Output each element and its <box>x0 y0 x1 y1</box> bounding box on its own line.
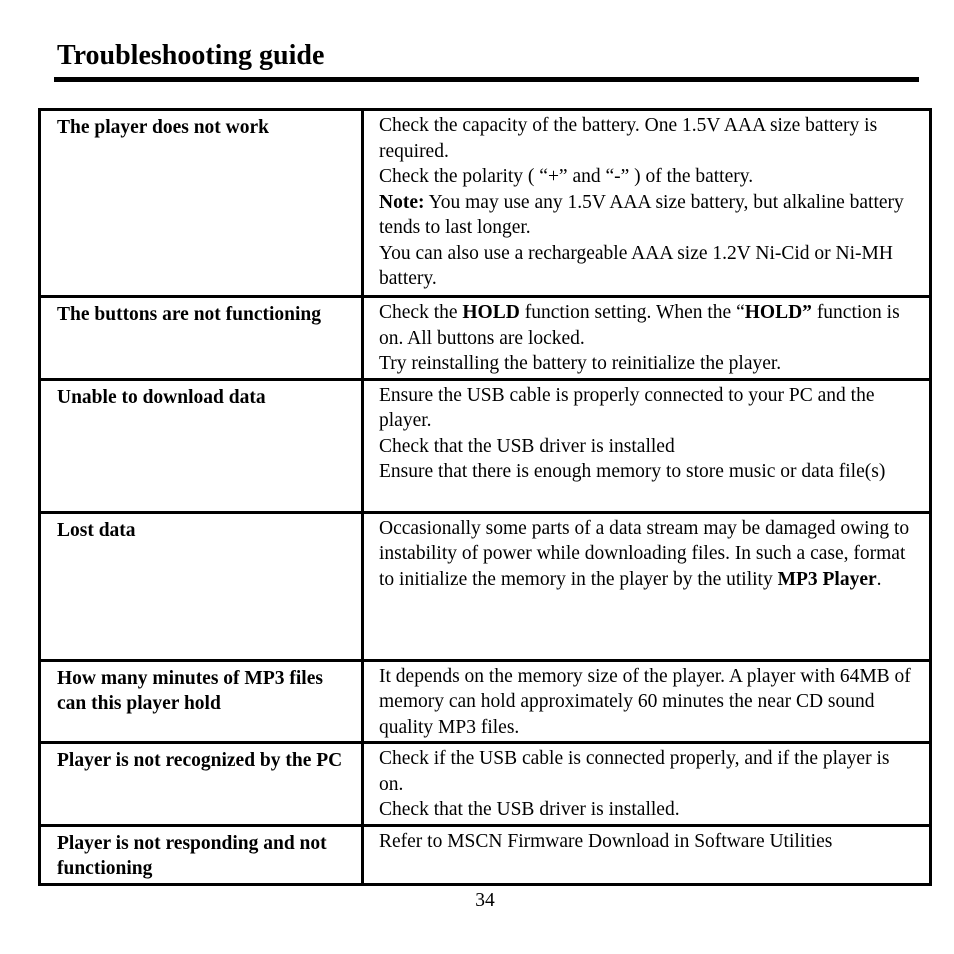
solution-text: You can also use a rechargeable AAA size 1.2V Ni-Cid or Ni-MH battery. <box>379 242 893 289</box>
solution-text: Ensure that there is enough memory to store music or data file(s) <box>379 461 886 482</box>
problem-cell: Player is not recognized by the PC <box>40 743 363 826</box>
problem-cell: Unable to download data <box>40 379 363 512</box>
title-rule <box>54 77 919 82</box>
solution-bold-text: HOLD” <box>744 302 812 323</box>
solution-text: You may use any 1.5V AAA size battery, but alkaline battery tends to last longer. <box>379 191 904 238</box>
solution-cell <box>363 110 931 297</box>
solution-text: Ensure the USB cable is properly connected to your PC and the player. <box>379 384 875 431</box>
solution-text: Check if the USB cable is connected properly, and if the player is on. <box>379 748 890 795</box>
solution-line <box>379 113 915 164</box>
solution-bold-text: HOLD <box>462 302 520 323</box>
solution-line <box>379 516 915 593</box>
solution-line <box>379 383 915 434</box>
solution-line <box>379 664 915 741</box>
solution-text: Refer to MSCN Firmware Download in Software Utilities <box>379 830 833 852</box>
page-number: 34 <box>475 890 495 911</box>
solution-text: Check the polarity ( “+” and “-” ) of the battery. <box>379 166 754 187</box>
solution-cell <box>363 512 931 660</box>
solution-line <box>379 434 915 460</box>
problem-cell: How many minutes of MP3 files can this player hold <box>40 660 363 743</box>
table-row <box>40 110 931 297</box>
solution-text: Check the capacity of the battery. One 1.5V AAA size battery is required. <box>379 115 878 162</box>
table-row <box>40 660 931 743</box>
solution-line <box>379 164 915 190</box>
problem-cell: The buttons are not functioning <box>40 297 363 380</box>
solution-line <box>379 829 915 855</box>
table-row <box>40 743 931 826</box>
troubleshooting-table <box>38 108 932 886</box>
solution-line <box>379 190 915 241</box>
solution-line <box>379 459 915 485</box>
solution-cell <box>363 379 931 512</box>
problem-cell: The player does not work <box>40 110 363 297</box>
table-row <box>40 825 931 884</box>
table-body <box>40 110 931 885</box>
table-row <box>40 297 931 380</box>
solution-text: Occasionally some parts of a data stream may be damaged owing to instability of power while downloading files. In such a case, format to initialize the memory in the player by the utility <box>379 517 910 590</box>
solution-bold-text: MP3 Player <box>777 568 877 590</box>
solution-cell <box>363 297 931 380</box>
solution-line <box>379 351 915 377</box>
problem-cell: Player is not responding and not functioning <box>40 825 363 884</box>
solution-line <box>379 797 915 823</box>
solution-text: . <box>876 568 882 590</box>
solution-text: function setting. When the “ <box>519 302 745 323</box>
table-row <box>40 379 931 512</box>
solution-cell <box>363 660 931 743</box>
solution-bold-text: Note: <box>379 191 425 213</box>
solution-text: Check that the USB driver is installed <box>379 435 675 457</box>
table-row <box>40 512 931 660</box>
solution-text: function is on. All buttons are locked. <box>379 302 900 349</box>
solution-text: It depends on the memory size of the player. A player with 64MB of memory can hold approximately 60 minutes the near CD sound quality MP3 files. <box>379 665 911 738</box>
solution-line <box>379 746 915 797</box>
solution-line <box>379 241 915 292</box>
problem-cell: Lost data <box>40 512 363 660</box>
solution-cell <box>363 825 931 884</box>
solution-cell <box>363 743 931 826</box>
solution-text: Check that the USB driver is installed. <box>379 799 680 820</box>
solution-text: Try reinstalling the battery to reinitialize the player. <box>379 353 782 374</box>
page-title: Troubleshooting guide <box>57 40 325 71</box>
solution-text: Check the <box>379 302 463 323</box>
solution-line <box>379 300 915 351</box>
